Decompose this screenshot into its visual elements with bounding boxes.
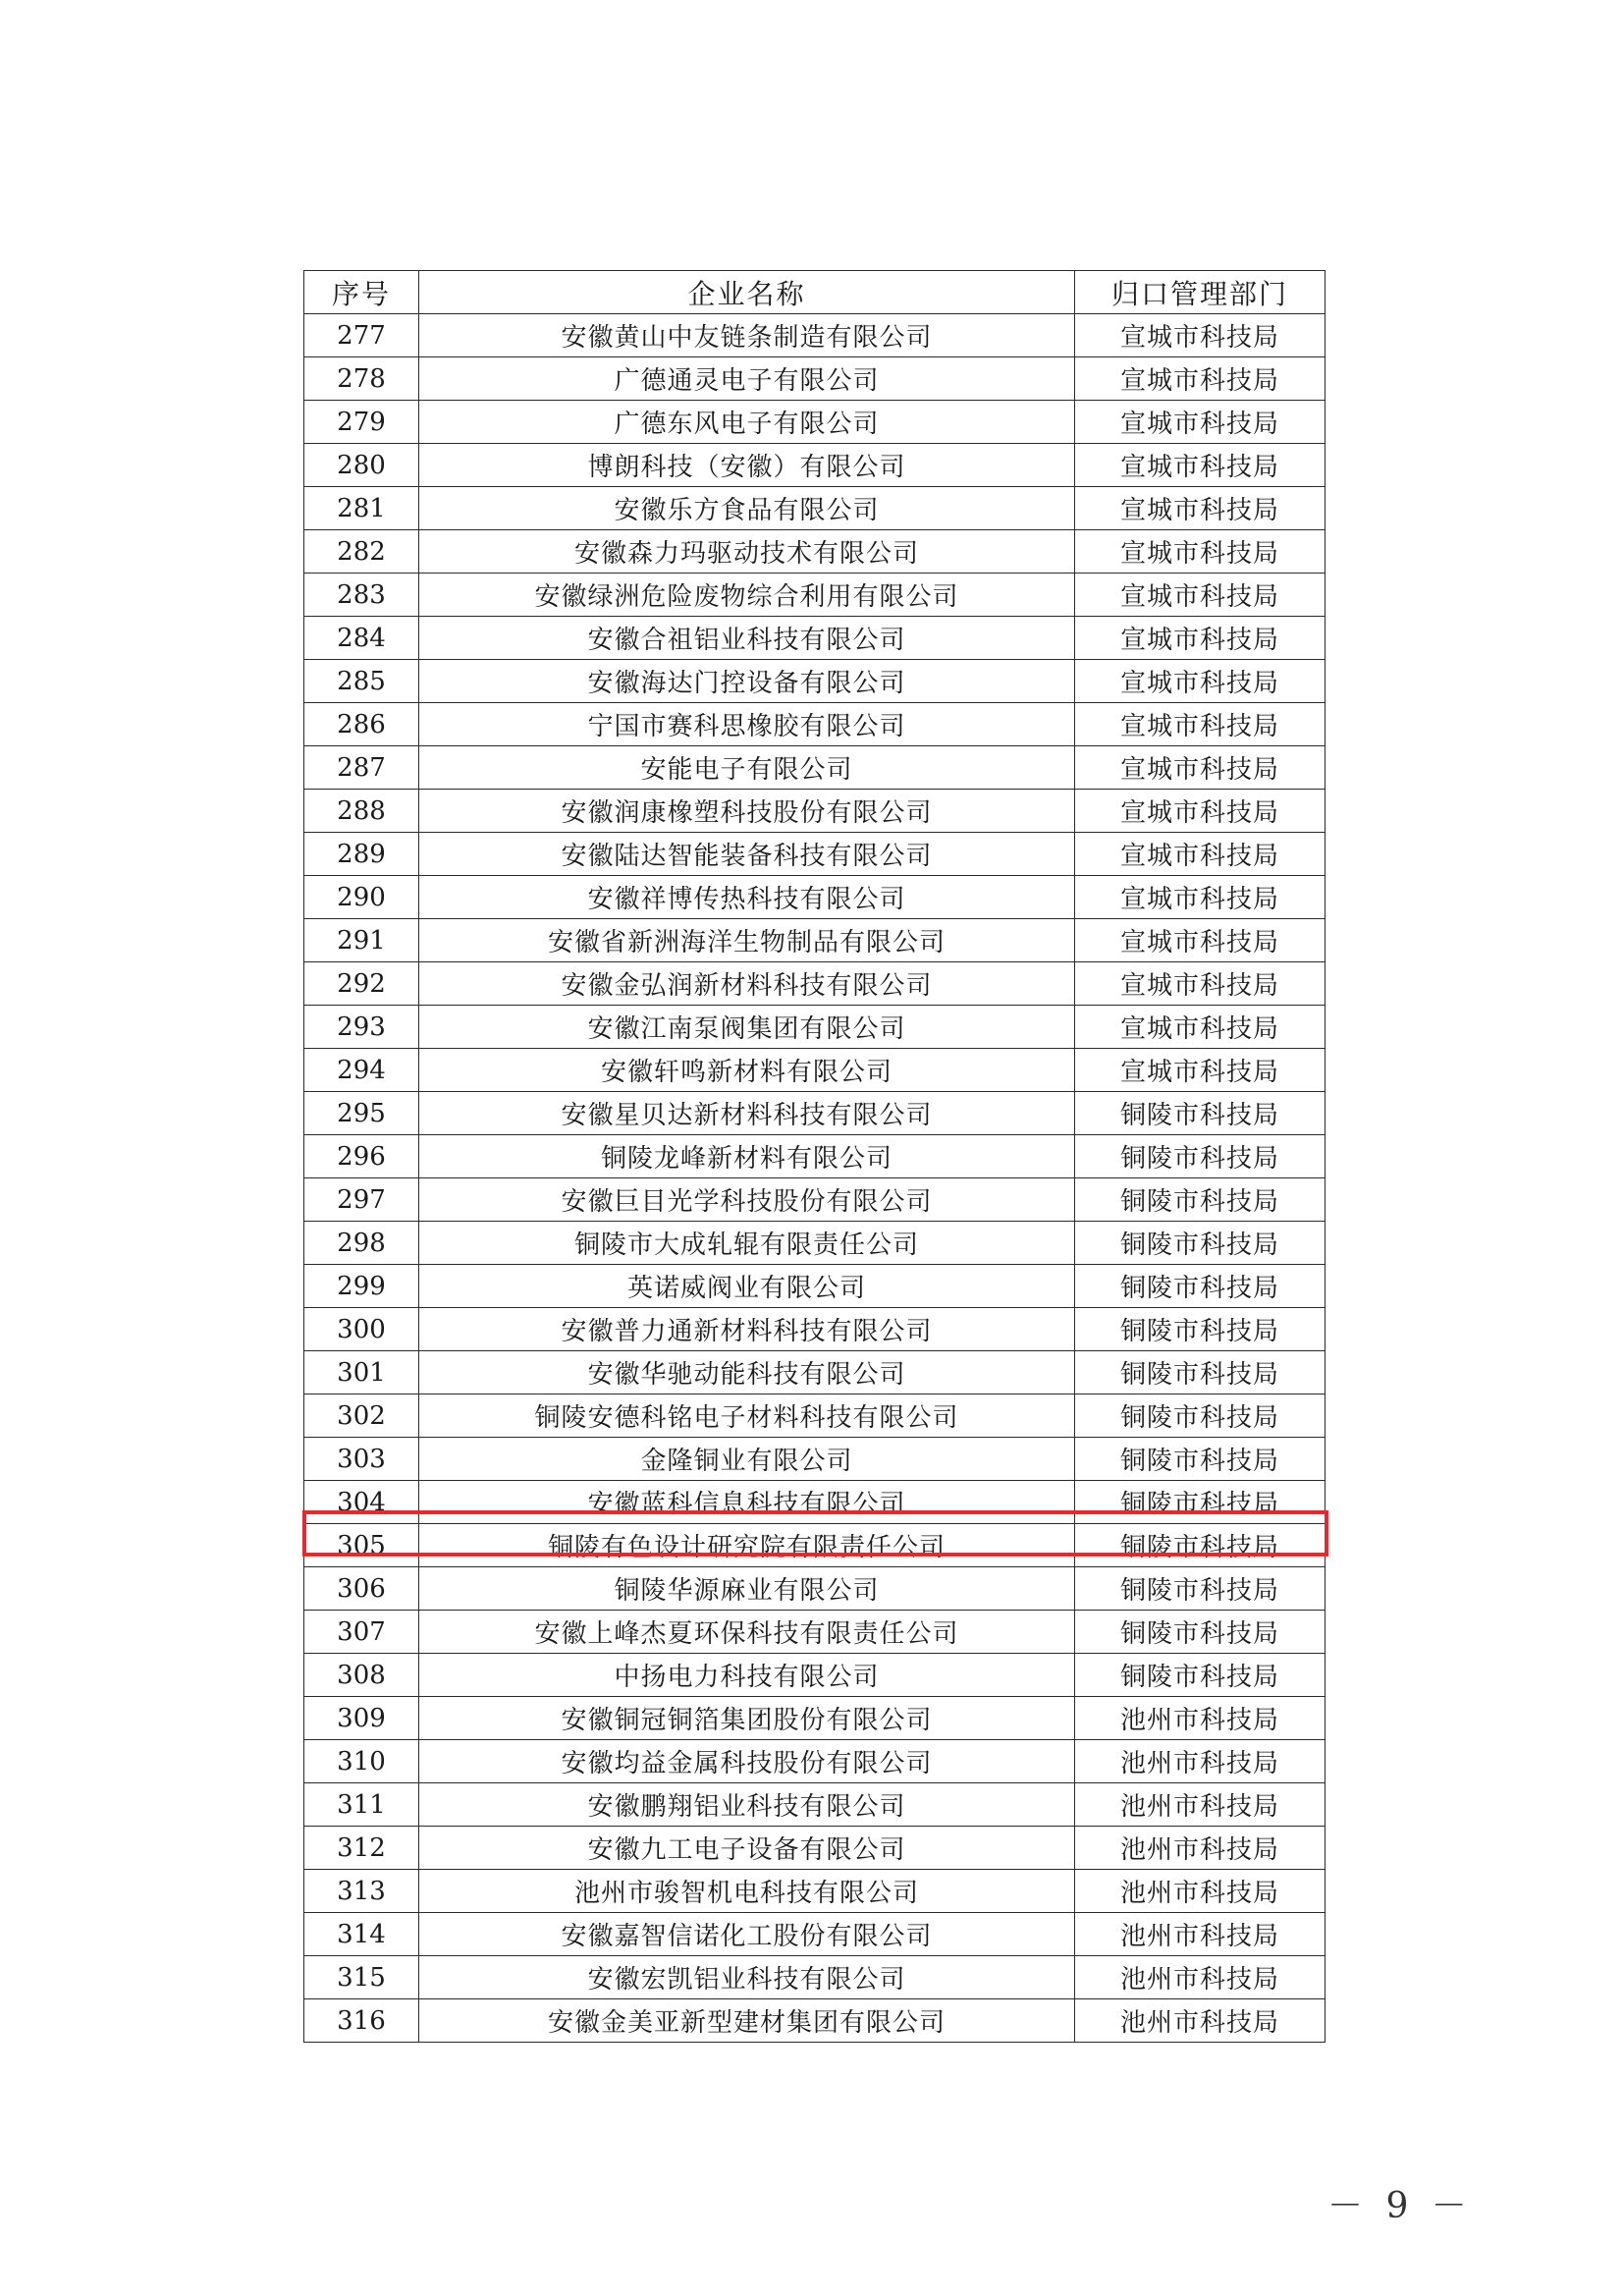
- department: 宣城市科技局: [1075, 401, 1325, 444]
- department: 宣城市科技局: [1075, 660, 1325, 703]
- row-index: 300: [304, 1308, 419, 1351]
- department: 宣城市科技局: [1075, 1049, 1325, 1092]
- department: 铜陵市科技局: [1075, 1567, 1325, 1611]
- row-index: 316: [304, 1999, 419, 2043]
- company-name: 安徽绿洲危险废物综合利用有限公司: [419, 574, 1075, 617]
- table-row: [304, 1222, 1325, 1265]
- company-name: 安徽上峰杰夏环保科技有限责任公司: [419, 1611, 1075, 1654]
- company-name: 安徽华驰动能科技有限公司: [419, 1351, 1075, 1394]
- department: 宣城市科技局: [1075, 962, 1325, 1006]
- row-index: 299: [304, 1265, 419, 1308]
- table-row: [304, 1567, 1325, 1611]
- table-row: [304, 1913, 1325, 1956]
- table-row: [304, 1611, 1325, 1654]
- company-name: 安徽江南泵阀集团有限公司: [419, 1006, 1075, 1049]
- table-row: [304, 919, 1325, 962]
- company-name: 安徽乐方食品有限公司: [419, 487, 1075, 530]
- company-name: 英诺威阀业有限公司: [419, 1265, 1075, 1308]
- department: 池州市科技局: [1075, 1956, 1325, 1999]
- table-row: [304, 574, 1325, 617]
- company-name: 安徽蓝科信息科技有限公司: [419, 1481, 1075, 1524]
- table-row: [304, 1783, 1325, 1827]
- company-name: 安徽轩鸣新材料有限公司: [419, 1049, 1075, 1092]
- company-name: 宁国市赛科思橡胶有限公司: [419, 703, 1075, 746]
- department: 宣城市科技局: [1075, 919, 1325, 962]
- company-name: 安徽巨目光学科技股份有限公司: [419, 1178, 1075, 1222]
- company-name: 铜陵龙峰新材料有限公司: [419, 1135, 1075, 1178]
- row-index: 287: [304, 746, 419, 790]
- company-name: 安徽黄山中友链条制造有限公司: [419, 314, 1075, 357]
- company-name: 安徽金弘润新材料科技有限公司: [419, 962, 1075, 1006]
- company-name: 安徽陆达智能装备科技有限公司: [419, 833, 1075, 876]
- table-row: [304, 401, 1325, 444]
- company-name: 安徽宏凯铝业科技有限公司: [419, 1956, 1075, 1999]
- row-index: 282: [304, 530, 419, 574]
- table-row: [304, 962, 1325, 1006]
- row-index: 290: [304, 876, 419, 919]
- department: 铜陵市科技局: [1075, 1611, 1325, 1654]
- department: 铜陵市科技局: [1075, 1394, 1325, 1438]
- row-index: 280: [304, 444, 419, 487]
- row-index: 286: [304, 703, 419, 746]
- row-index: 315: [304, 1956, 419, 1999]
- table-row: [304, 1956, 1325, 1999]
- company-name: 安徽铜冠铜箔集团股份有限公司: [419, 1697, 1075, 1740]
- table-row: [304, 746, 1325, 790]
- company-name: 安徽金美亚新型建材集团有限公司: [419, 1999, 1075, 2043]
- row-index: 289: [304, 833, 419, 876]
- department: 铜陵市科技局: [1075, 1178, 1325, 1222]
- department: 宣城市科技局: [1075, 530, 1325, 574]
- company-name: 铜陵华源麻业有限公司: [419, 1567, 1075, 1611]
- company-name: 金隆铜业有限公司: [419, 1438, 1075, 1481]
- row-index: 297: [304, 1178, 419, 1222]
- company-name: 安能电子有限公司: [419, 746, 1075, 790]
- row-index: 305: [304, 1524, 419, 1567]
- company-name: 安徽祥博传热科技有限公司: [419, 876, 1075, 919]
- department: 宣城市科技局: [1075, 790, 1325, 833]
- row-index: 302: [304, 1394, 419, 1438]
- header-company-name: 企业名称: [419, 271, 1075, 314]
- table-row: [304, 314, 1325, 357]
- row-index: 277: [304, 314, 419, 357]
- table-row: [304, 1394, 1325, 1438]
- table-row: [304, 876, 1325, 919]
- row-index: 284: [304, 617, 419, 660]
- department: 宣城市科技局: [1075, 574, 1325, 617]
- row-index: 296: [304, 1135, 419, 1178]
- company-name: 广德通灵电子有限公司: [419, 357, 1075, 401]
- department: 铜陵市科技局: [1075, 1308, 1325, 1351]
- row-index: 288: [304, 790, 419, 833]
- table-row: [304, 487, 1325, 530]
- row-index: 313: [304, 1870, 419, 1913]
- department: 铜陵市科技局: [1075, 1654, 1325, 1697]
- company-name: 中扬电力科技有限公司: [419, 1654, 1075, 1697]
- company-name: 池州市骏智机电科技有限公司: [419, 1870, 1075, 1913]
- header-index: 序号: [304, 271, 419, 314]
- table-header-row: [304, 271, 1325, 314]
- row-index: 298: [304, 1222, 419, 1265]
- table-row: [304, 1654, 1325, 1697]
- department: 铜陵市科技局: [1075, 1524, 1325, 1567]
- department: 池州市科技局: [1075, 1870, 1325, 1913]
- table-row: [304, 660, 1325, 703]
- table-row: [304, 1697, 1325, 1740]
- company-name: 安徽星贝达新材料科技有限公司: [419, 1092, 1075, 1135]
- department: 宣城市科技局: [1075, 703, 1325, 746]
- company-name: 安徽嘉智信诺化工股份有限公司: [419, 1913, 1075, 1956]
- department: 池州市科技局: [1075, 1783, 1325, 1827]
- row-index: 292: [304, 962, 419, 1006]
- department: 池州市科技局: [1075, 1999, 1325, 2043]
- department: 铜陵市科技局: [1075, 1438, 1325, 1481]
- table-row: [304, 1006, 1325, 1049]
- row-index: 311: [304, 1783, 419, 1827]
- row-index: 303: [304, 1438, 419, 1481]
- table-row: [304, 1135, 1325, 1178]
- row-index: 306: [304, 1567, 419, 1611]
- department: 宣城市科技局: [1075, 833, 1325, 876]
- table-row: [304, 1308, 1325, 1351]
- row-index: 307: [304, 1611, 419, 1654]
- company-name: 安徽海达门控设备有限公司: [419, 660, 1075, 703]
- table-row: [304, 1049, 1325, 1092]
- row-index: 279: [304, 401, 419, 444]
- department: 铜陵市科技局: [1075, 1481, 1325, 1524]
- table-row: [304, 833, 1325, 876]
- table-row: [304, 530, 1325, 574]
- table-row: [304, 1481, 1325, 1524]
- department: 池州市科技局: [1075, 1827, 1325, 1870]
- table-row: [304, 357, 1325, 401]
- row-index: 312: [304, 1827, 419, 1870]
- company-name: 安徽九工电子设备有限公司: [419, 1827, 1075, 1870]
- department: 池州市科技局: [1075, 1913, 1325, 1956]
- company-name: 安徽普力通新材料科技有限公司: [419, 1308, 1075, 1351]
- table-row: [304, 703, 1325, 746]
- row-index: 310: [304, 1740, 419, 1783]
- table-row: [304, 1351, 1325, 1394]
- department: 宣城市科技局: [1075, 1006, 1325, 1049]
- department: 宣城市科技局: [1075, 617, 1325, 660]
- table-row: [304, 1999, 1325, 2043]
- company-name: 安徽省新洲海洋生物制品有限公司: [419, 919, 1075, 962]
- table-row: [304, 444, 1325, 487]
- row-index: 278: [304, 357, 419, 401]
- row-index: 291: [304, 919, 419, 962]
- row-index: 304: [304, 1481, 419, 1524]
- row-index: 281: [304, 487, 419, 530]
- row-index: 285: [304, 660, 419, 703]
- enterprise-table: [303, 270, 1325, 2043]
- department: 池州市科技局: [1075, 1740, 1325, 1783]
- row-index: 301: [304, 1351, 419, 1394]
- table-row: [304, 1524, 1325, 1567]
- table-row: [304, 1870, 1325, 1913]
- company-name: 博朗科技（安徽）有限公司: [419, 444, 1075, 487]
- table-row: [304, 790, 1325, 833]
- department: 宣城市科技局: [1075, 876, 1325, 919]
- row-index: 309: [304, 1697, 419, 1740]
- department: 铜陵市科技局: [1075, 1351, 1325, 1394]
- department: 铜陵市科技局: [1075, 1135, 1325, 1178]
- table-body: [304, 314, 1325, 2043]
- row-index: 283: [304, 574, 419, 617]
- company-name: 铜陵安德科铭电子材料科技有限公司: [419, 1394, 1075, 1438]
- table-row: [304, 1438, 1325, 1481]
- company-name: 安徽均益金属科技股份有限公司: [419, 1740, 1075, 1783]
- row-index: 295: [304, 1092, 419, 1135]
- table-row: [304, 1265, 1325, 1308]
- department: 铜陵市科技局: [1075, 1092, 1325, 1135]
- row-index: 314: [304, 1913, 419, 1956]
- department: 池州市科技局: [1075, 1697, 1325, 1740]
- table-row: [304, 617, 1325, 660]
- department: 宣城市科技局: [1075, 746, 1325, 790]
- table-row: [304, 1092, 1325, 1135]
- row-index: 294: [304, 1049, 419, 1092]
- company-name: 安徽森力玛驱动技术有限公司: [419, 530, 1075, 574]
- department: 宣城市科技局: [1075, 314, 1325, 357]
- company-name: 广德东风电子有限公司: [419, 401, 1075, 444]
- page-number: － 9 －: [1327, 2186, 1473, 2226]
- table-row: [304, 1178, 1325, 1222]
- company-name: 铜陵市大成轧辊有限责任公司: [419, 1222, 1075, 1265]
- company-name: 安徽鹏翔铝业科技有限公司: [419, 1783, 1075, 1827]
- company-name: 安徽润康橡塑科技股份有限公司: [419, 790, 1075, 833]
- table-row: [304, 1740, 1325, 1783]
- company-name: 安徽合祖铝业科技有限公司: [419, 617, 1075, 660]
- department: 铜陵市科技局: [1075, 1222, 1325, 1265]
- row-index: 293: [304, 1006, 419, 1049]
- company-name: 铜陵有色设计研究院有限责任公司: [419, 1524, 1075, 1567]
- department: 宣城市科技局: [1075, 357, 1325, 401]
- table-row: [304, 1827, 1325, 1870]
- department: 宣城市科技局: [1075, 487, 1325, 530]
- header-department: 归口管理部门: [1075, 271, 1325, 314]
- department: 宣城市科技局: [1075, 444, 1325, 487]
- department: 铜陵市科技局: [1075, 1265, 1325, 1308]
- row-index: 308: [304, 1654, 419, 1697]
